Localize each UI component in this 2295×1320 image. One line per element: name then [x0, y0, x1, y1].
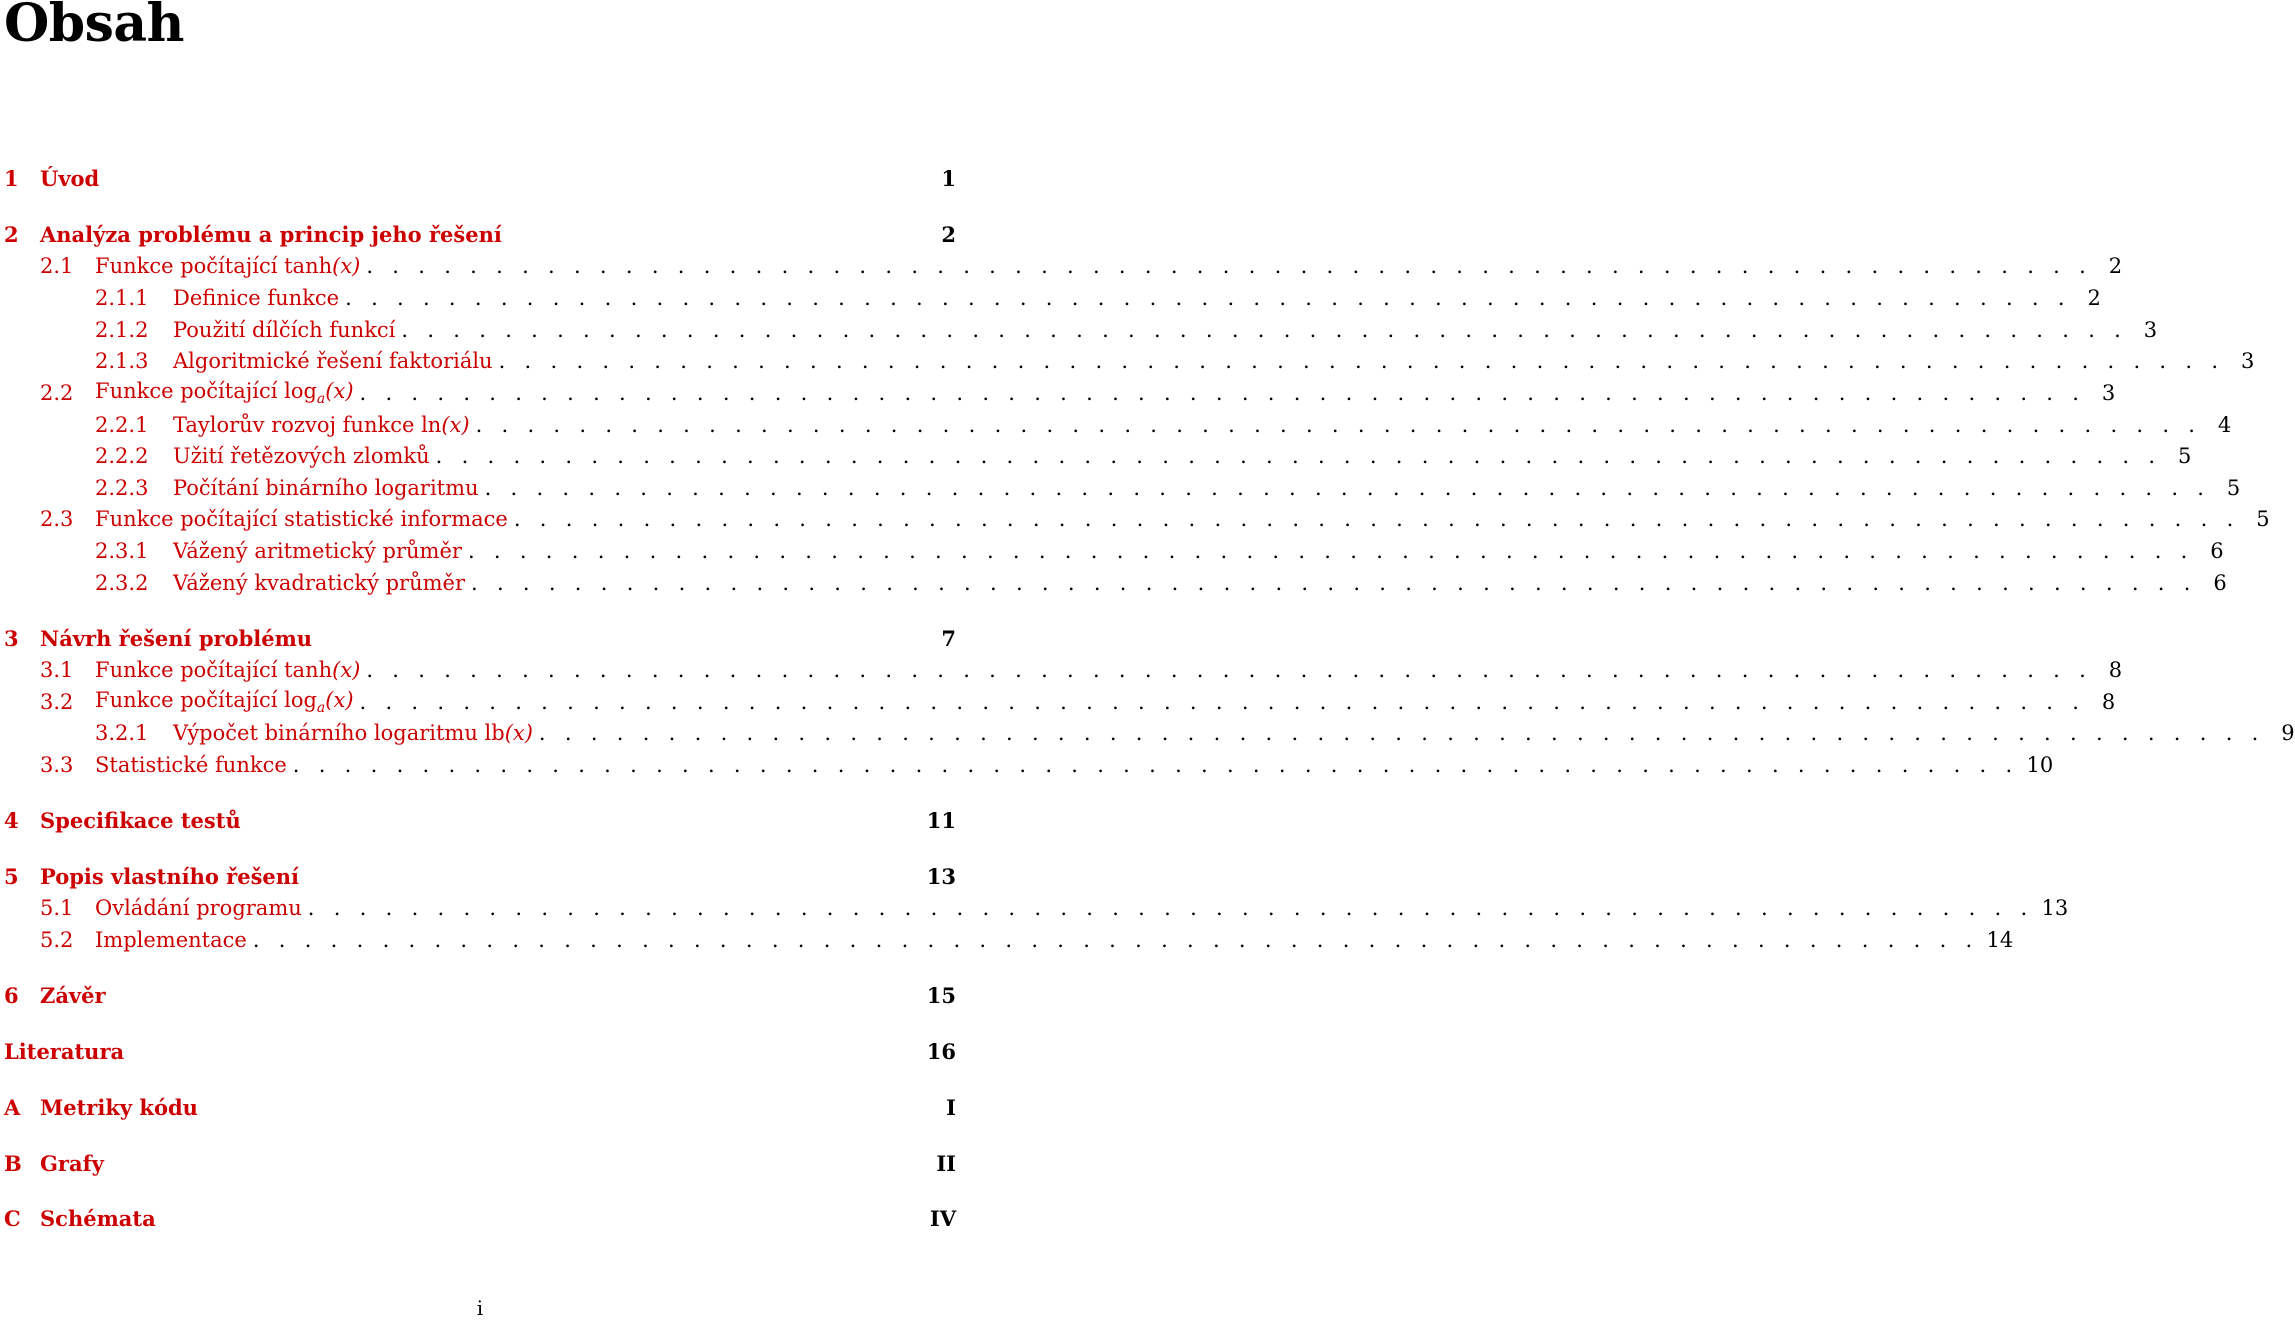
toc-entry-subsection-2-3-2[interactable]: [0, 567, 2227, 599]
dot-leader: . . . . . . . . . . . . . . . . . . . . . . . . . . . . . . . . . . . . . . . . . . . . . . . . . . . . . . . . . . . . . . . . . . .: [471, 571, 2197, 595]
entry-page: 10: [2026, 753, 2054, 777]
entry-page: IV: [929, 1205, 956, 1231]
toc-entry-appendix-c[interactable]: [0, 1202, 960, 1234]
entry-title[interactable]: Použití dílčích funkcí: [173, 318, 396, 342]
toc-entry-chapter-1[interactable]: [0, 162, 960, 194]
entry-page: 13: [926, 863, 956, 889]
entry-number: B: [4, 1150, 22, 1176]
entry-page: 14: [1986, 928, 2014, 952]
entry-page: 2: [941, 221, 956, 247]
toc-entry-subsection-2-1-2[interactable]: [0, 314, 2158, 346]
dot-leader: . . . . . . . . . . . . . . . . . . . . . . . . . . . . . . . . . . . . . . . . . . . . . . . . . . . . . . . . . . . . . . . . . . .: [538, 721, 2265, 745]
entry-page: 2: [2108, 254, 2123, 278]
footer-page-number: i: [476, 1296, 484, 1320]
entry-title[interactable]: Vážený kvadratický průměr: [173, 571, 465, 595]
dot-leader: . . . . . . . . . . . . . . . . . . . . . . . . . . . . . . . . . . . . . . . . . . . . . . . . . . . . . . . . . . . . . . . . . . .: [292, 753, 2019, 777]
entry-number: 3.1: [40, 658, 74, 682]
entry-number: 3.3: [40, 753, 74, 777]
entry-title[interactable]: Vážený aritmetický průměr: [173, 539, 462, 563]
entry-title[interactable]: Analýza problému a princip jeho řešení: [40, 221, 502, 247]
dot-leader: . . . . . . . . . . . . . . . . . . . . . . . . . . . . . . . . . . . . . . . . . . . . . . . . . . . . . . . . . . . . . . . . . . .: [359, 690, 2086, 714]
entry-number: 3.2.1: [95, 721, 149, 745]
entry-title[interactable]: Taylorův rozvoj funkce ln(x): [173, 413, 470, 437]
entry-number: 2.1.3: [95, 349, 149, 373]
toc-entry-section-3-3[interactable]: [0, 749, 2054, 781]
toc-entry-chapter-2[interactable]: [0, 218, 960, 250]
toc-entry-chapter-4[interactable]: [0, 804, 960, 836]
toc-entry-subsection-2-3-1[interactable]: [0, 535, 2224, 567]
entry-page: 11: [926, 807, 956, 833]
entry-number: 2.2: [40, 381, 74, 405]
entry-page: 5: [2256, 507, 2270, 531]
entry-title[interactable]: Ovládání programu: [95, 896, 302, 920]
toc-entry-literatura[interactable]: [0, 1035, 960, 1067]
entry-title[interactable]: Specifikace testů: [40, 807, 241, 833]
toc-entry-chapter-3[interactable]: [0, 622, 960, 654]
entry-title[interactable]: Implementace: [95, 928, 247, 952]
dot-leader: . . . . . . . . . . . . . . . . . . . . . . . . . . . . . . . . . . . . . . . . . . . . . . . . . . . . . . . . . . . . . . . . . . .: [401, 318, 2128, 342]
entry-title[interactable]: Definice funkce: [173, 286, 340, 310]
entry-title[interactable]: Počítání binárního logaritmu: [173, 476, 479, 500]
entry-page: 5: [2226, 476, 2241, 500]
entry-title[interactable]: Schémata: [40, 1205, 156, 1231]
entry-page: 5: [2177, 444, 2192, 468]
entry-title[interactable]: Grafy: [40, 1150, 104, 1176]
toc-entry-section-5-1[interactable]: [0, 892, 2069, 924]
entry-title[interactable]: Funkce počítající $\log_a(x)$: [95, 688, 354, 716]
dot-leader: . . . . . . . . . . . . . . . . . . . . . . . . . . . . . . . . . . . . . . . . . . . . . . . . . . . . . . . . . . . . . . . . . . .: [475, 413, 2202, 437]
entry-title[interactable]: Funkce počítající $\log_a(x)$: [95, 379, 354, 407]
entry-number: 2.3.2: [95, 571, 149, 595]
entry-title[interactable]: Popis vlastního řešení: [40, 863, 300, 889]
entry-title[interactable]: Závěr: [40, 982, 106, 1008]
toc-entry-subsection-2-2-1[interactable]: [0, 409, 2232, 441]
toc-entry-subsection-2-1-3[interactable]: [0, 345, 2255, 377]
toc-entry-chapter-5[interactable]: [0, 860, 960, 892]
entry-number: 2.2.3: [95, 476, 149, 500]
toc-entry-section-3-2[interactable]: [0, 686, 2116, 718]
toc-entry-subsection-2-1-1[interactable]: [0, 282, 2101, 314]
entry-number: 2.3.1: [95, 539, 149, 563]
dot-leader: . . . . . . . . . . . . . . . . . . . . . . . . . . . . . . . . . . . . . . . . . . . . . . . . . . . . . . . . . . . . . . . . . . .: [359, 381, 2086, 405]
toc-entry-section-3-1[interactable]: [0, 654, 2123, 686]
dot-leader: . . . . . . . . . . . . . . . . . . . . . . . . . . . . . . . . . . . . . . . . . . . . . . . . . . . . . . . . . . . . . . . . . . .: [484, 476, 2211, 500]
entry-number: 2.1: [40, 254, 74, 278]
entry-page: 3: [2240, 349, 2255, 373]
entry-number: 4: [4, 807, 19, 833]
entry-title[interactable]: Metriky kódu: [40, 1094, 198, 1120]
entry-number: 3.2: [40, 690, 74, 714]
entry-page: 1: [941, 165, 956, 191]
entry-page: 6: [2213, 571, 2227, 595]
toc-entry-appendix-a[interactable]: [0, 1091, 960, 1123]
toc-entry-section-2-1[interactable]: [0, 250, 2123, 282]
entry-number: 6: [4, 982, 19, 1008]
entry-page: 13: [2041, 896, 2069, 920]
entry-title[interactable]: Užití řetězových zlomků: [173, 444, 430, 468]
dot-leader: . . . . . . . . . . . . . . . . . . . . . . . . . . . . . . . . . . . . . . . . . . . . . . . . . . . . . . . . . . . . . . . . . . .: [366, 254, 2093, 278]
dot-leader: . . . . . . . . . . . . . . . . . . . . . . . . . . . . . . . . . . . . . . . . . . . . . . . . . . . . . . . . . . . . . . . . . . .: [366, 658, 2093, 682]
entry-number: 2: [4, 221, 19, 247]
toc-entry-section-5-2[interactable]: [0, 924, 2014, 956]
dot-leader: . . . . . . . . . . . . . . . . . . . . . . . . . . . . . . . . . . . . . . . . . . . . . . . . . . . . . . . . . . . . . . . . . . .: [467, 539, 2194, 563]
dot-leader: . . . . . . . . . . . . . . . . . . . . . . . . . . . . . . . . . . . . . . . . . . . . . . . . . . . . . . . . . . . . . . . . . . .: [435, 444, 2162, 468]
entry-page: 8: [2101, 690, 2116, 714]
entry-number: 1: [4, 165, 19, 191]
entry-number: 2.2.2: [95, 444, 149, 468]
dot-leader: . . . . . . . . . . . . . . . . . . . . . . . . . . . . . . . . . . . . . . . . . . . . . . . . . . . . . . . . . . . . . . . . . . .: [513, 507, 2240, 531]
entry-number: 5.2: [40, 928, 74, 952]
entry-page: 16: [926, 1038, 956, 1064]
entry-page: 6: [2210, 539, 2224, 563]
entry-number: 2.2.1: [95, 413, 149, 437]
entry-page: 15: [926, 982, 956, 1008]
entry-number: 5: [4, 863, 19, 889]
entry-number: 2.1.2: [95, 318, 149, 342]
entry-page: 9: [2281, 721, 2295, 745]
entry-title[interactable]: Statistické funkce: [95, 753, 287, 777]
entry-page: 2: [2087, 286, 2101, 310]
toc-entry-appendix-b[interactable]: [0, 1147, 960, 1179]
dot-leader: . . . . . . . . . . . . . . . . . . . . . . . . . . . . . . . . . . . . . . . . . . . . . . . . . . . . . . . . . . . . . . . . . . .: [345, 286, 2071, 310]
dot-leader: . . . . . . . . . . . . . . . . . . . . . . . . . . . . . . . . . . . . . . . . . . . . . . . . . . . . . . . . . . . . . . . . . . .: [252, 928, 1979, 952]
dot-leader: . . . . . . . . . . . . . . . . . . . . . . . . . . . . . . . . . . . . . . . . . . . . . . . . . . . . . . . . . . . . . . . . . . .: [498, 349, 2225, 373]
entry-number: 2.1.1: [95, 286, 149, 310]
entry-page: I: [946, 1094, 956, 1120]
entry-page: 7: [941, 625, 956, 651]
entry-page: 4: [2217, 413, 2232, 437]
toc-entry-subsection-2-2-2[interactable]: [0, 440, 2192, 472]
entry-page: 3: [2101, 381, 2116, 405]
entry-title[interactable]: Úvod: [40, 165, 100, 191]
entry-title[interactable]: Funkce počítající tanh(x): [95, 254, 361, 278]
entry-number: C: [4, 1205, 21, 1231]
toc-entry-section-2-3[interactable]: [0, 503, 2270, 535]
toc-entry-subsection-3-2-1[interactable]: [0, 717, 2295, 749]
entry-number: 3: [4, 625, 19, 651]
entry-page: 3: [2143, 318, 2158, 342]
entry-title[interactable]: Funkce počítající tanh(x): [95, 658, 361, 682]
entry-title[interactable]: Algoritmické řešení faktoriálu: [173, 349, 493, 373]
entry-title[interactable]: Návrh řešení problému: [40, 625, 313, 651]
entry-title[interactable]: Literatura: [4, 1038, 125, 1064]
page-title: Obsah: [4, 0, 184, 54]
entry-title[interactable]: Výpočet binárního logaritmu lb(x): [173, 721, 533, 745]
entry-title[interactable]: Funkce počítající statistické informace: [95, 507, 508, 531]
entry-page: 8: [2108, 658, 2123, 682]
entry-page: II: [936, 1150, 956, 1176]
entry-number: 2.3: [40, 507, 74, 531]
toc-entry-chapter-6[interactable]: [0, 979, 960, 1011]
toc-entry-section-2-2[interactable]: [0, 377, 2116, 409]
entry-number: 5.1: [40, 896, 74, 920]
dot-leader: . . . . . . . . . . . . . . . . . . . . . . . . . . . . . . . . . . . . . . . . . . . . . . . . . . . . . . . . . . . . . . . . . . .: [307, 896, 2034, 920]
toc-entry-subsection-2-2-3[interactable]: [0, 472, 2241, 504]
entry-number: A: [4, 1094, 21, 1120]
